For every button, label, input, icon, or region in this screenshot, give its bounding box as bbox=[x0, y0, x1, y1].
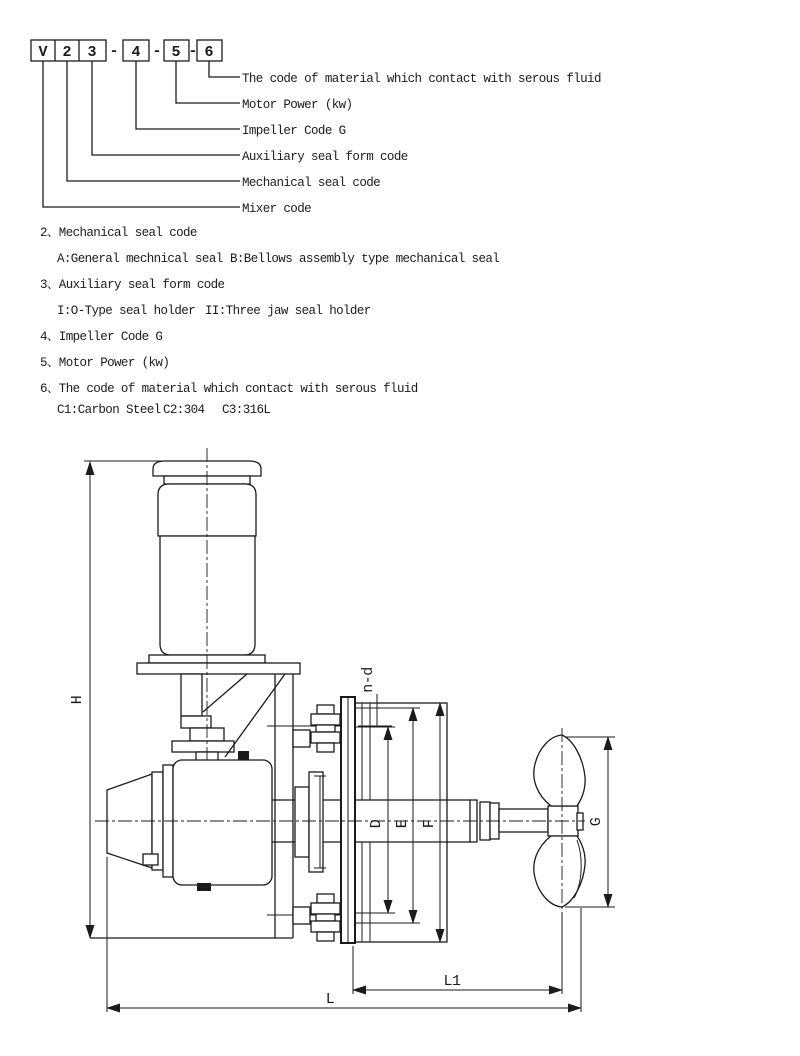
breather-plug bbox=[238, 751, 249, 760]
legend bbox=[40, 226, 499, 417]
drain-plug bbox=[197, 883, 211, 891]
seal-gland bbox=[295, 787, 309, 857]
legend-item5-title: 5、Motor Power (kw) bbox=[40, 356, 170, 370]
leader-label-mech-seal: Mechanical seal code bbox=[242, 176, 381, 190]
brace-long bbox=[225, 674, 285, 757]
bolt-spacer-bottom bbox=[293, 907, 310, 924]
brace-short bbox=[203, 674, 247, 712]
motor-lower-body bbox=[160, 536, 255, 655]
dim-label-L: L bbox=[325, 991, 335, 1008]
legend-item6-option-c1: C1:Carbon Steel bbox=[57, 403, 161, 417]
code-separator: - bbox=[109, 43, 119, 60]
legend-item6-title: 6、The code of material which contact with serous fluid bbox=[40, 382, 418, 396]
shaft-end bbox=[499, 809, 548, 832]
motor bbox=[137, 461, 300, 674]
legend-item4-title: 4、Impeller Code G bbox=[40, 330, 163, 344]
dim-label-E: E bbox=[394, 819, 411, 829]
dim-label-F: F bbox=[421, 819, 438, 829]
gearbox-body bbox=[173, 760, 272, 885]
bolt-top bbox=[311, 705, 340, 752]
dim-label-G: G bbox=[588, 817, 605, 827]
model-code-diagram bbox=[31, 40, 601, 216]
legend-item2-title: 2、Mechanical seal code bbox=[40, 226, 197, 240]
code-box-5: 5 bbox=[171, 44, 181, 61]
bolt-bottom bbox=[311, 894, 340, 941]
legend-item2-option-a: A:General mechnical seal bbox=[57, 252, 223, 266]
blade-upper bbox=[534, 735, 585, 806]
dim-label-H: H bbox=[69, 695, 86, 705]
technical-drawing bbox=[69, 448, 615, 1012]
bolt-spacer-top bbox=[293, 730, 310, 747]
blade-lower bbox=[534, 836, 585, 907]
hub-nut bbox=[577, 813, 583, 830]
legend-item6-option-c2: C2:304 bbox=[163, 403, 205, 417]
leader-label-motor-power: Motor Power (kw) bbox=[242, 98, 353, 112]
legend-item3-option-1: I:O-Type seal holder bbox=[57, 304, 196, 318]
code-box-3: 3 bbox=[87, 44, 97, 61]
legend-item3-title: 3、Auxiliary seal form code bbox=[40, 278, 225, 292]
dim-label-L1: L1 bbox=[443, 973, 461, 990]
code-box-4: 4 bbox=[131, 44, 141, 61]
legend-item3-option-2: II:Three jaw seal holder bbox=[205, 304, 371, 318]
code-box-v: V bbox=[38, 44, 48, 61]
leader-label-mixer-code: Mixer code bbox=[242, 202, 312, 216]
seal-flange bbox=[309, 772, 323, 872]
leader-label-impeller: Impeller Code G bbox=[242, 124, 346, 138]
leader-label-material: The code of material which contact with serous fluid bbox=[242, 72, 601, 86]
code-separator: - bbox=[152, 43, 162, 60]
code-box-6: 6 bbox=[204, 44, 214, 61]
legend-item6-option-c3: C3:316L bbox=[222, 403, 271, 417]
leader-label-aux-seal: Auxiliary seal form code bbox=[242, 150, 408, 164]
code-box-2: 2 bbox=[62, 44, 72, 61]
code-separator: - bbox=[188, 43, 198, 60]
gearbox-tab bbox=[143, 854, 158, 865]
mounting-plate bbox=[137, 663, 300, 674]
dim-label-D: D bbox=[368, 819, 385, 829]
legend-item2-option-b: B:Bellows assembly type mechanical seal bbox=[230, 252, 500, 266]
dim-label-n-d: n-d bbox=[360, 667, 377, 693]
